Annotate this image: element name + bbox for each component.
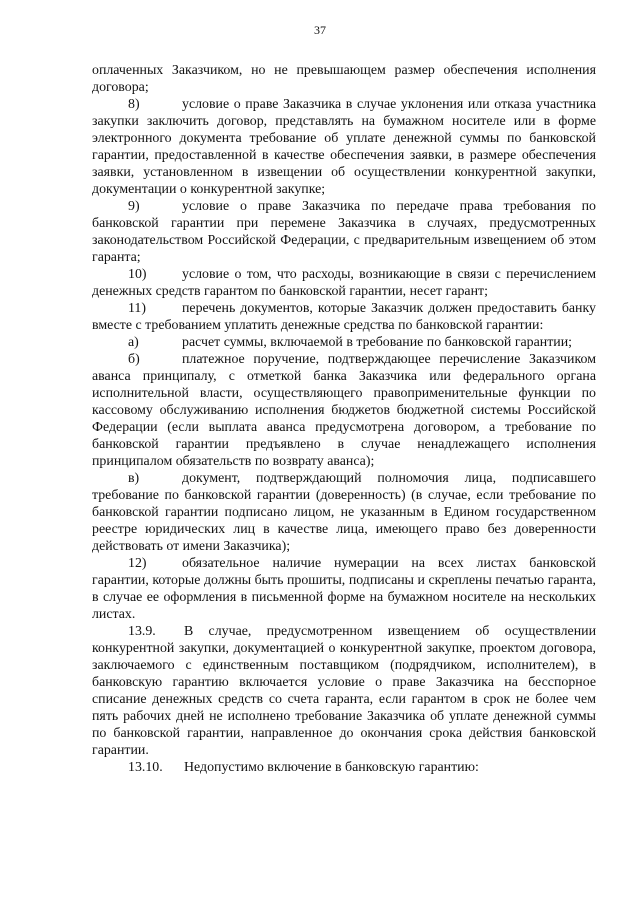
sub-item-text: документ, подтверждающий полномочия лица, подписавшего требование по банковской гарантии (доверенность) (в случае, если требование по банковской гарантии подписано лицом, не указанным в Едином государственном реестре юридических лиц в качестве лица, имеющего право без доверенности действовать от имени Заказчика); (92, 471, 596, 554)
list-marker: 12) (128, 556, 147, 571)
sub-item-v (92, 470, 596, 555)
list-item-text: условие о том, что расходы, возникающие в связи с перечислением денежных средств гарантом по банковской гарантии, несет гарант; (92, 267, 596, 299)
sub-item-marker: а) (128, 335, 139, 350)
sub-item-a (92, 334, 596, 351)
section-text: В случае, предусмотренном извещением об осуществлении конкурентной закупки, документацией о конкурентной закупке, проектом договора, заключаемого с единственным поставщиком (подрядчиком, исполнителем), в банковскую гарантию включается условие о праве Заказчика на бесспорное списание денежных средств со счета гаранта, если гарантом в срок не более чем пять рабочих дней не исполнено требование Заказчика об уплате денежной суммы по банковской гарантии, направленное до окончания срока действия банковской гарантии. (92, 624, 596, 758)
sub-item-marker: б) (128, 352, 140, 367)
section-number: 13.10. (128, 760, 163, 775)
list-item-11 (92, 300, 596, 334)
sub-item-text: расчет суммы, включаемой в требование по банковской гарантии; (182, 335, 573, 350)
list-item-text: перечень документов, которые Заказчик должен предоставить банку вместе с требованием уплатить денежные средства по банковской гарантии: (92, 301, 596, 333)
sub-item-b (92, 351, 596, 470)
section-13-10 (92, 759, 596, 776)
list-marker: 11) (128, 301, 147, 316)
sub-item-marker: в) (128, 471, 140, 486)
list-item-12 (92, 555, 596, 623)
paragraph-text: оплаченных Заказчиком, но не превышающем размер обеспечения исполнения договора; (92, 63, 596, 95)
paragraph-continuation (92, 62, 596, 96)
list-marker: 10) (128, 267, 147, 282)
page-number: 37 (314, 23, 326, 37)
list-item-text: условие о праве Заказчика в случае уклонения или отказа участника закупки заключить договор, представлять на бумажном носителе или в форме электронного документа требование об уплате денежной суммы по банковской гарантии, предоставленной в качестве обеспечения заявки, в размере обеспечения заявки, установленном в извещении об осуществлении конкурентной закупки, документации о конкурентной закупке; (92, 97, 596, 197)
list-marker: 8) (128, 97, 140, 112)
section-13-9 (92, 623, 596, 759)
sub-item-text: платежное поручение, подтверждающее перечисление Заказчиком аванса принципалу, с отметкой банка Заказчика или федерального органа исполнительной власти, осуществляющего правоприменительные функции по кассовому обслуживанию исполнения бюджетов бюджетной системы Российской Федерации (если выплата аванса предусмотрена договором, а требование по банковской гарантии предъявлено в случае ненадлежащего исполнения принципалом обязательств по возврату аванса); (92, 352, 596, 469)
document-body (92, 62, 596, 776)
list-item-8 (92, 96, 596, 198)
section-number: 13.9. (128, 624, 156, 639)
list-item-10 (92, 266, 596, 300)
list-item-9 (92, 198, 596, 266)
list-item-text: условие о праве Заказчика по передаче права требования по банковской гарантии при перемене Заказчика в случаях, предусмотренных законодательством Российской Федерации, с предварительным извещением об этом гаранта; (92, 199, 596, 265)
list-marker: 9) (128, 199, 140, 214)
list-item-text: обязательное наличие нумерации на всех листах банковской гарантии, которые должны быть прошиты, подписаны и скреплены печатью гаранта, в случае ее оформления в письменной форме на бумажном носителе на нескольких листах. (92, 556, 596, 622)
section-text: Недопустимо включение в банковскую гарантию: (184, 760, 479, 775)
